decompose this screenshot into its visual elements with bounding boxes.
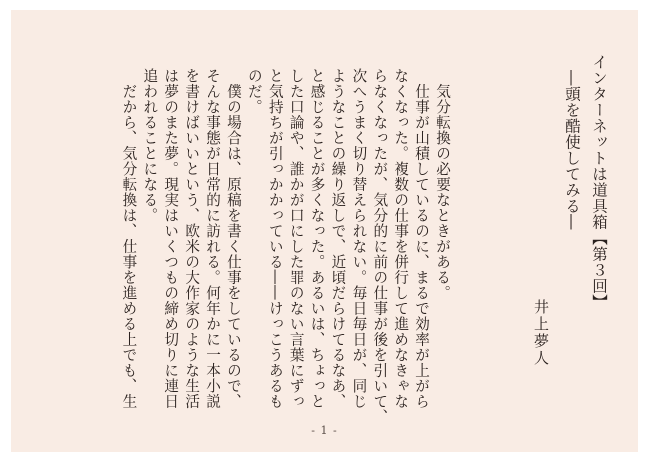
text-line: そんな事態が日常的に訪れる。何年かに一本小説	[204, 68, 222, 409]
title-main: インターネットは道具箱【第３回】	[590, 54, 608, 310]
text-line: 僕の場合は、原稿を書く仕事をしているので、	[224, 68, 242, 409]
document-page	[11, 10, 638, 452]
text-line: 仕事が山積しているのに、まるで効率が上がら	[413, 68, 431, 409]
text-line: と感じることが多くなった。あるいは、ちょっと	[308, 68, 326, 409]
text-line: なくなった。複数の仕事を併行して進めなきゃな	[392, 68, 410, 409]
text-line: 追われることになる。	[141, 68, 159, 223]
page-number: - 1 -	[311, 424, 338, 437]
text-line: 次へうまく切り替えられない。毎日毎日が、同じ	[350, 68, 368, 409]
text-line: だから、気分転換は、仕事を進める上でも、生	[120, 68, 138, 409]
text-line: は夢のまた夢。現実はいくつもの締め切りに連日	[162, 68, 180, 409]
title-block	[558, 54, 612, 354]
author-name: 井上夢人	[532, 299, 550, 367]
text-line: 気分転換の必要なときがある。	[434, 68, 451, 301]
text-line: らなくなったが、気分的に前の仕事が後を引いて、	[371, 68, 389, 425]
body-text	[118, 68, 453, 425]
text-line: ようなことの繰り返しで、近頃だらけてるなあ、	[329, 68, 347, 409]
text-line: を書けばいいという、欧米の大作家のような生活	[183, 68, 201, 409]
text-line: と気持ちが引っかかっている――けっこうあるも	[266, 68, 284, 409]
subtitle: ―頭を酷使してみる―	[563, 70, 581, 230]
text-line: した口論や、誰かが口にした罪のない言葉にずっ	[287, 68, 305, 409]
text-line: のだ。	[245, 68, 263, 115]
